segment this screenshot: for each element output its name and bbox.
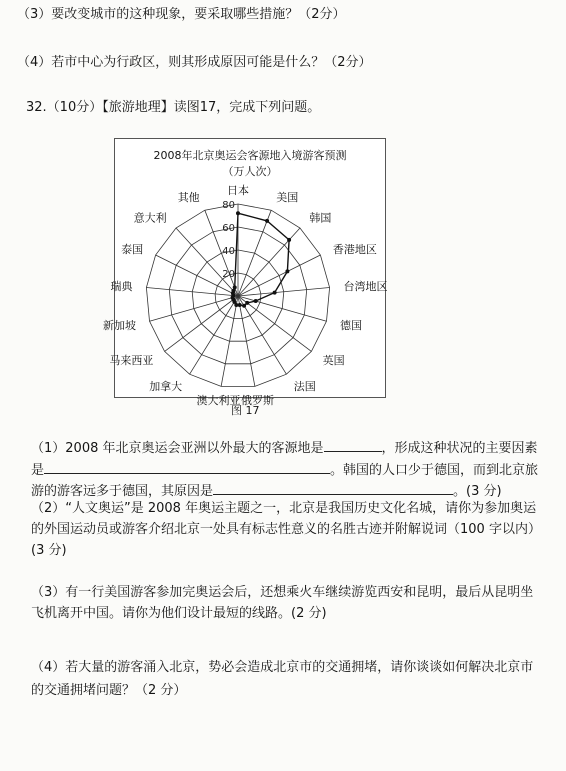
category-label: 意大利 — [133, 211, 167, 225]
category-label: 法国 — [293, 380, 316, 394]
question-3-top: （3）要改变城市的这种现象，要采取哪些措施？（2分） — [17, 7, 346, 22]
category-label: 日本 — [227, 184, 249, 197]
sub-question-3-line-2: 飞机离开中国。请你为他们设计最短的线路。(2 分) — [31, 606, 327, 621]
radar-data-point — [233, 285, 237, 289]
category-label: 英国 — [322, 353, 345, 367]
radar-data-point — [236, 211, 240, 215]
category-label: 澳大利亚 — [196, 394, 241, 408]
category-label: 俄罗斯 — [241, 394, 274, 408]
category-label: 韩国 — [309, 211, 332, 225]
q1-text-f: 。(3 分) — [453, 484, 502, 499]
category-label: 加拿大 — [149, 380, 183, 394]
category-label: 其他 — [177, 191, 200, 205]
radar-data-point — [242, 304, 246, 308]
sub-question-4-line-1: （4）若大量的游客涌入北京，势必会造成北京市的交通拥堵，请你谈谈如何解决北京市 — [31, 660, 534, 675]
radial-tick-label: 60 — [222, 223, 235, 234]
radial-tick-label: 40 — [222, 246, 235, 257]
radar-data-point — [285, 269, 289, 273]
radar-data-point — [265, 219, 269, 223]
figure-caption: 图 17 — [231, 404, 260, 417]
sub-question-2-line-2: 的外国运动员或游客介绍北京一处具有标志性意义的名胜古迹并附解说词（100 字以内） — [31, 522, 541, 537]
radar-data-point — [245, 301, 249, 305]
radar-spoke — [176, 228, 238, 296]
category-label: 新加坡 — [103, 319, 136, 332]
radar-data-point — [254, 299, 258, 303]
radar-data-point — [273, 291, 277, 295]
radar-data-point — [287, 238, 291, 242]
category-label: 美国 — [276, 191, 299, 205]
sub-question-1-line-2 — [31, 459, 538, 479]
radar-spoke — [238, 210, 271, 296]
category-label: 瑞典 — [110, 280, 133, 294]
q1-blank-2[interactable] — [44, 459, 330, 474]
category-label: 香港地区 — [332, 242, 377, 256]
sub-question-4-line-2: 的交通拥堵问题？（2 分） — [31, 683, 187, 698]
sub-question-1-line-1 — [31, 437, 538, 457]
radar-chart-frame — [103, 138, 388, 408]
category-label: 台湾地区 — [343, 280, 388, 294]
radar-data-point — [231, 289, 235, 293]
q1-blank-3[interactable] — [213, 480, 453, 495]
q1-text-b: ，形成这种状况的主要因素 — [381, 441, 538, 456]
category-label: 泰国 — [121, 242, 144, 256]
q1-text-e: 游的游客远多于德国，其原因是 — [31, 484, 214, 499]
chart-subtitle: （万人次） — [222, 165, 278, 178]
q1-text-c: 是 — [31, 463, 45, 478]
question-32-header: 32.（10分）【旅游地理】读图17，完成下列问题。 — [26, 100, 321, 115]
radial-tick-label: 20 — [222, 269, 235, 280]
radial-tick-label: 80 — [222, 200, 235, 211]
radar-chart — [103, 139, 388, 408]
chart-title: 2008年北京奥运会客源地入境游客预测 — [153, 149, 347, 162]
q1-text-a: （1）2008 年北京奥运会亚洲以外最大的客源地是 — [31, 441, 324, 456]
question-4-top: （4）若市中心为行政区，则其形成原因可能是什么？（2分） — [17, 55, 372, 70]
q1-text-d: 。韩国的人口少于德国，而到北京旅 — [330, 463, 539, 478]
sub-question-3-line-1: （3）有一行美国游客参加完奥运会后，还想乘火车继续游览西安和昆明，最后从昆明坐 — [31, 585, 534, 600]
q1-blank-1[interactable] — [324, 437, 382, 452]
sub-question-2-line-3: (3 分) — [31, 543, 67, 558]
category-label: 德国 — [340, 319, 362, 332]
sub-question-2-line-1: （2）“人文奥运”是 2008 年奥运主题之一，北京是我国历史文化名城，请你为参加奥运 — [31, 501, 537, 516]
category-label: 马来西亚 — [109, 353, 154, 367]
radar-spoke — [238, 228, 300, 296]
sub-question-1-line-3 — [31, 480, 502, 500]
